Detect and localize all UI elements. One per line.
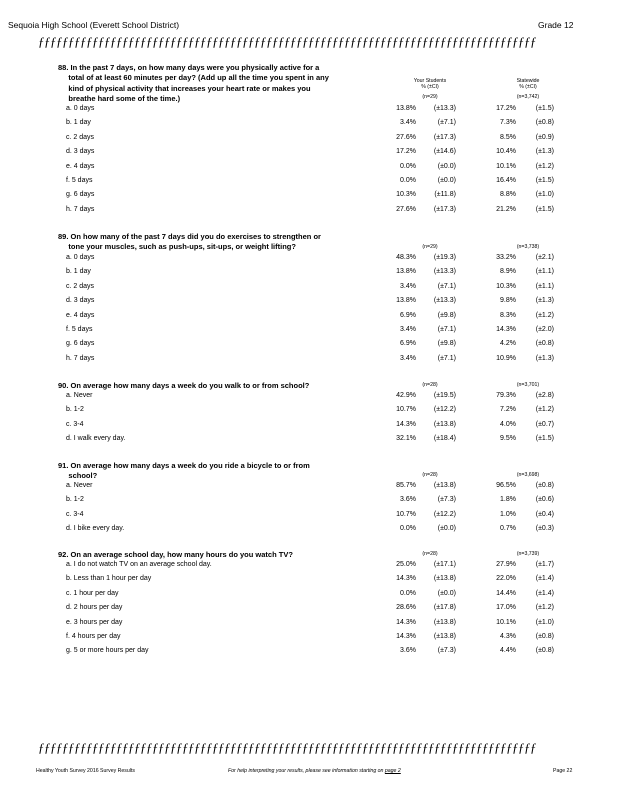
your-students-ci: (±7.1)	[437, 282, 456, 290]
statewide-percent: 9.5%	[500, 435, 516, 443]
your-students-percent: 27.6%	[396, 133, 416, 141]
your-students-ci: (±7.1)	[437, 326, 456, 333]
statewide-percent: 10.1%	[496, 162, 516, 170]
your-students-ci: (±12.2)	[433, 406, 456, 414]
answer-label: h. 7 days	[66, 354, 95, 362]
your-students-ci: (±18.4)	[433, 435, 456, 443]
your-students-ci: (±14.6)	[433, 148, 456, 156]
answer-row	[0, 163, 618, 177]
your-students-ci: (±17.3)	[433, 133, 456, 141]
question-text: 88. In the past 7 days, on how many days were you physically active for a total of at least 60 minutes per day? (Add up all the time you spent in any kind of physical activity that increases your heart rate or makes you breathe hard some of the time.)	[58, 63, 329, 104]
statewide-percent: 1.0%	[500, 510, 516, 518]
your-students-percent: 10.3%	[396, 191, 416, 199]
your-students-ci: (±7.3)	[437, 496, 456, 504]
statewide-ci: (±0.8)	[535, 633, 554, 640]
footer-help-label: For help interpreting your results, please see information starting on	[228, 768, 384, 774]
answer-row	[0, 406, 618, 420]
your-students-ci: (±13.8)	[433, 420, 456, 428]
your-students-percent: 6.9%	[400, 311, 416, 319]
your-students-percent: 48.3%	[396, 254, 416, 261]
statewide-ci: (±2.1)	[535, 254, 554, 261]
n-yours: (n=29)	[422, 94, 438, 100]
statewide-percent: 17.0%	[496, 604, 516, 612]
your-students-percent: 14.3%	[396, 633, 416, 640]
answer-label: b. 1 day	[66, 119, 91, 127]
statewide-percent: 10.3%	[496, 282, 516, 290]
answer-label: a. 0 days	[66, 105, 95, 112]
statewide-ci: (±1.5)	[535, 205, 554, 213]
your-students-ci: (±13.8)	[433, 618, 456, 626]
footer-page-number: Page 22	[553, 768, 573, 774]
statewide-percent: 8.9%	[500, 268, 516, 276]
statewide-percent: 7.3%	[500, 119, 516, 127]
answer-row	[0, 254, 618, 268]
your-students-percent: 14.3%	[396, 618, 416, 626]
answer-row	[0, 105, 618, 119]
your-students-percent: 17.2%	[396, 148, 416, 156]
statewide-percent: 4.4%	[500, 647, 516, 655]
answer-label: d. 2 hours per day	[66, 604, 123, 612]
answer-label: c. 3-4	[66, 420, 84, 428]
statewide-percent: 96.5%	[496, 482, 516, 489]
statewide-ci: (±0.9)	[535, 133, 554, 141]
answer-row	[0, 312, 618, 326]
your-students-percent: 85.7%	[396, 482, 416, 489]
statewide-ci: (±2.8)	[535, 392, 554, 399]
statewide-percent: 14.4%	[496, 589, 516, 597]
statewide-ci: (±0.8)	[535, 119, 554, 127]
your-students-ci: (±0.0)	[437, 177, 456, 184]
your-students-percent: 10.7%	[396, 510, 416, 518]
your-students-percent: 0.0%	[400, 162, 416, 170]
your-students-ci: (±13.8)	[433, 482, 456, 489]
answer-row	[0, 148, 618, 162]
n-yours: (n=28)	[422, 472, 438, 478]
your-students-percent: 3.6%	[400, 647, 416, 655]
answer-label: e. 4 days	[66, 162, 95, 170]
statewide-percent: 0.7%	[500, 525, 516, 533]
your-students-percent: 32.1%	[396, 435, 416, 443]
statewide-percent: 17.2%	[496, 105, 516, 112]
n-statewide: (n=3,742)	[516, 94, 540, 100]
statewide-percent: 21.2%	[496, 205, 516, 213]
answer-row	[0, 421, 618, 435]
answer-row	[0, 619, 618, 633]
statewide-ci: (±2.0)	[535, 326, 554, 333]
footer-survey-title: Healthy Youth Survey 2016 Survey Results	[36, 768, 135, 774]
answer-label: a. I do not watch TV on an average school day.	[66, 561, 212, 568]
your-students-ci: (±7.1)	[437, 354, 456, 362]
answer-row	[0, 177, 618, 191]
answer-row	[0, 561, 618, 575]
your-students-ci: (±17.1)	[433, 561, 456, 568]
answer-label: a. Never	[66, 392, 93, 399]
answer-row	[0, 206, 618, 220]
answer-label: c. 3-4	[66, 510, 84, 518]
your-students-percent: 13.8%	[396, 105, 416, 112]
footer-help-text	[228, 768, 401, 774]
statewide-percent: 1.8%	[500, 496, 516, 504]
answer-label: f. 5 days	[66, 326, 93, 333]
statewide-percent: 33.2%	[496, 254, 516, 261]
question-text: 90. On average how many days a week do you walk to or from school?	[58, 381, 310, 390]
statewide-ci: (±1.3)	[535, 354, 554, 362]
answer-label: b. 1-2	[66, 496, 84, 504]
statewide-ci: (±1.3)	[535, 297, 554, 305]
statewide-ci: (±1.5)	[535, 177, 554, 184]
your-students-percent: 3.4%	[400, 119, 416, 127]
your-students-percent: 13.8%	[396, 297, 416, 305]
statewide-percent: 16.4%	[496, 177, 516, 184]
answer-row	[0, 340, 618, 354]
header-decoration: ƒƒƒƒƒƒƒƒƒƒƒƒƒƒƒƒƒƒƒƒƒƒƒƒƒƒƒƒƒƒƒƒƒƒƒƒƒƒƒƒƒƒƒƒƒƒƒƒƒƒƒƒƒƒƒƒƒƒƒƒƒƒƒƒƒƒƒƒƒƒƒƒƒƒƒƒƒƒƒƒƒƒƒ	[38, 34, 536, 49]
answer-row	[0, 268, 618, 282]
statewide-ci: (±1.2)	[535, 604, 554, 612]
answer-row	[0, 435, 618, 449]
your-students-percent: 14.3%	[396, 575, 416, 583]
answer-label: e. 4 days	[66, 311, 95, 319]
your-students-ci: (±12.2)	[433, 510, 456, 518]
answer-label: c. 2 days	[66, 282, 95, 290]
your-students-percent: 3.4%	[400, 326, 416, 333]
statewide-percent: 14.3%	[496, 326, 516, 333]
grade-label: Grade 12	[538, 20, 574, 30]
n-yours: (n=28)	[422, 551, 438, 557]
answer-row	[0, 590, 618, 604]
answer-row	[0, 297, 618, 311]
n-statewide: (n=3,698)	[516, 472, 540, 478]
answer-row	[0, 575, 618, 589]
statewide-percent: 8.5%	[500, 133, 516, 141]
statewide-percent: 4.2%	[500, 340, 516, 348]
answer-row	[0, 191, 618, 205]
answer-label: c. 1 hour per day	[66, 589, 119, 597]
answer-label: g. 6 days	[66, 340, 95, 348]
your-students-ci: (±13.3)	[433, 297, 456, 305]
statewide-ci: (±1.7)	[535, 561, 554, 568]
answer-row	[0, 647, 618, 661]
your-students-ci: (±9.8)	[437, 311, 456, 319]
answer-row	[0, 633, 618, 647]
your-students-ci: (±17.8)	[433, 604, 456, 612]
answer-label: b. Less than 1 hour per day	[66, 575, 152, 583]
statewide-ci: (±0.4)	[535, 510, 554, 518]
your-students-percent: 3.4%	[400, 354, 416, 362]
statewide-ci: (±1.0)	[535, 618, 554, 626]
your-students-header: Your Students % (±CI)	[413, 78, 447, 90]
your-students-percent: 3.4%	[400, 282, 416, 290]
statewide-ci: (±1.5)	[535, 105, 554, 112]
statewide-header: Statewide % (±CI)	[516, 78, 540, 90]
your-students-percent: 25.0%	[396, 561, 416, 568]
your-students-percent: 28.6%	[396, 604, 416, 612]
your-students-percent: 13.8%	[396, 268, 416, 276]
statewide-ci: (±1.2)	[535, 311, 554, 319]
answer-label: d. I bike every day.	[66, 525, 125, 533]
your-students-percent: 27.6%	[396, 205, 416, 213]
statewide-ci: (±1.2)	[535, 406, 554, 414]
answer-label: f. 4 hours per day	[66, 633, 121, 640]
statewide-ci: (±0.6)	[535, 496, 554, 504]
your-students-percent: 14.3%	[396, 420, 416, 428]
your-students-ci: (±7.3)	[437, 647, 456, 655]
your-students-percent: 0.0%	[400, 177, 416, 184]
statewide-percent: 22.0%	[496, 575, 516, 583]
your-students-ci: (±17.3)	[433, 205, 456, 213]
your-students-percent: 42.9%	[396, 392, 416, 399]
your-students-ci: (±11.8)	[434, 191, 456, 199]
statewide-percent: 9.8%	[500, 297, 516, 305]
your-students-ci: (±13.8)	[433, 575, 456, 583]
statewide-percent: 27.9%	[496, 561, 516, 568]
answer-label: g. 6 days	[66, 191, 95, 199]
your-students-ci: (±13.3)	[433, 268, 456, 276]
statewide-percent: 10.9%	[496, 354, 516, 362]
footer-page-link[interactable]: page 2	[384, 768, 401, 774]
your-students-percent: 6.9%	[400, 340, 416, 348]
answer-row	[0, 134, 618, 148]
your-students-ci: (±0.0)	[437, 525, 456, 533]
statewide-ci: (±1.4)	[535, 589, 554, 597]
school-title: Sequoia High School (Everett School District)	[8, 20, 180, 30]
statewide-ci: (±0.7)	[535, 420, 554, 428]
answer-row	[0, 392, 618, 406]
statewide-percent: 8.3%	[500, 311, 516, 319]
statewide-ci: (±0.8)	[535, 647, 554, 655]
your-students-percent: 0.0%	[400, 525, 416, 533]
answer-row	[0, 283, 618, 297]
statewide-ci: (±1.2)	[535, 162, 554, 170]
statewide-percent: 10.1%	[496, 618, 516, 626]
n-yours: (n=29)	[422, 244, 438, 250]
answer-row	[0, 119, 618, 133]
answer-label: c. 2 days	[66, 133, 95, 141]
answer-label: d. I walk every day.	[66, 435, 126, 443]
statewide-ci: (±1.1)	[535, 282, 554, 290]
statewide-ci: (±0.8)	[535, 482, 554, 489]
statewide-percent: 4.0%	[500, 420, 516, 428]
statewide-percent: 8.8%	[500, 191, 516, 199]
n-yours: (n=28)	[422, 382, 438, 388]
question-text: 91. On average how many days a week do you ride a bicycle to or from school?	[58, 461, 310, 481]
answer-label: b. 1-2	[66, 406, 84, 414]
answer-label: g. 5 or more hours per day	[66, 647, 149, 655]
answer-row	[0, 326, 618, 340]
your-students-ci: (±9.8)	[437, 340, 456, 348]
answer-row	[0, 525, 618, 539]
n-statewide: (n=3,739)	[516, 551, 540, 557]
your-students-percent: 0.0%	[400, 589, 416, 597]
answer-row	[0, 482, 618, 496]
answer-label: h. 7 days	[66, 205, 95, 213]
your-students-ci: (±0.0)	[437, 162, 456, 170]
statewide-ci: (±1.0)	[535, 191, 554, 199]
your-students-ci: (±13.3)	[433, 105, 456, 112]
statewide-ci: (±0.8)	[535, 340, 554, 348]
your-students-ci: (±13.8)	[433, 633, 456, 640]
statewide-percent: 7.2%	[500, 406, 516, 414]
statewide-ci: (±1.5)	[535, 435, 554, 443]
question-text: 89. On how many of the past 7 days did you do exercises to strengthen or tone your muscles, such as push-ups, sit-ups, or weight lifting?	[58, 232, 321, 252]
your-students-ci: (±19.5)	[433, 392, 456, 399]
answer-row	[0, 355, 618, 369]
statewide-percent: 4.3%	[500, 633, 516, 640]
statewide-ci: (±1.3)	[535, 148, 554, 156]
statewide-percent: 10.4%	[496, 148, 516, 156]
answer-label: e. 3 hours per day	[66, 618, 123, 626]
question-text: 92. On an average school day, how many hours do you watch TV?	[58, 550, 293, 559]
answer-label: a. 0 days	[66, 254, 95, 261]
statewide-ci: (±0.3)	[535, 525, 554, 533]
answer-label: a. Never	[66, 482, 93, 489]
statewide-percent: 79.3%	[496, 392, 516, 399]
n-statewide: (n=3,738)	[516, 244, 540, 250]
your-students-percent: 10.7%	[396, 406, 416, 414]
answer-label: d. 3 days	[66, 297, 95, 305]
your-students-percent: 3.6%	[400, 496, 416, 504]
statewide-ci: (±1.4)	[535, 575, 554, 583]
answer-row	[0, 604, 618, 618]
statewide-ci: (±1.1)	[535, 268, 554, 276]
answer-label: d. 3 days	[66, 148, 95, 156]
your-students-ci: (±19.3)	[433, 254, 456, 261]
answer-label: b. 1 day	[66, 268, 91, 276]
your-students-ci: (±0.0)	[437, 589, 456, 597]
answer-label: f. 5 days	[66, 177, 93, 184]
answer-row	[0, 511, 618, 525]
answer-row	[0, 496, 618, 510]
n-statewide: (n=3,701)	[516, 382, 540, 388]
footer-decoration: ƒƒƒƒƒƒƒƒƒƒƒƒƒƒƒƒƒƒƒƒƒƒƒƒƒƒƒƒƒƒƒƒƒƒƒƒƒƒƒƒƒƒƒƒƒƒƒƒƒƒƒƒƒƒƒƒƒƒƒƒƒƒƒƒƒƒƒƒƒƒƒƒƒƒƒƒƒƒƒƒƒƒƒ	[38, 740, 536, 755]
your-students-ci: (±7.1)	[437, 119, 456, 127]
